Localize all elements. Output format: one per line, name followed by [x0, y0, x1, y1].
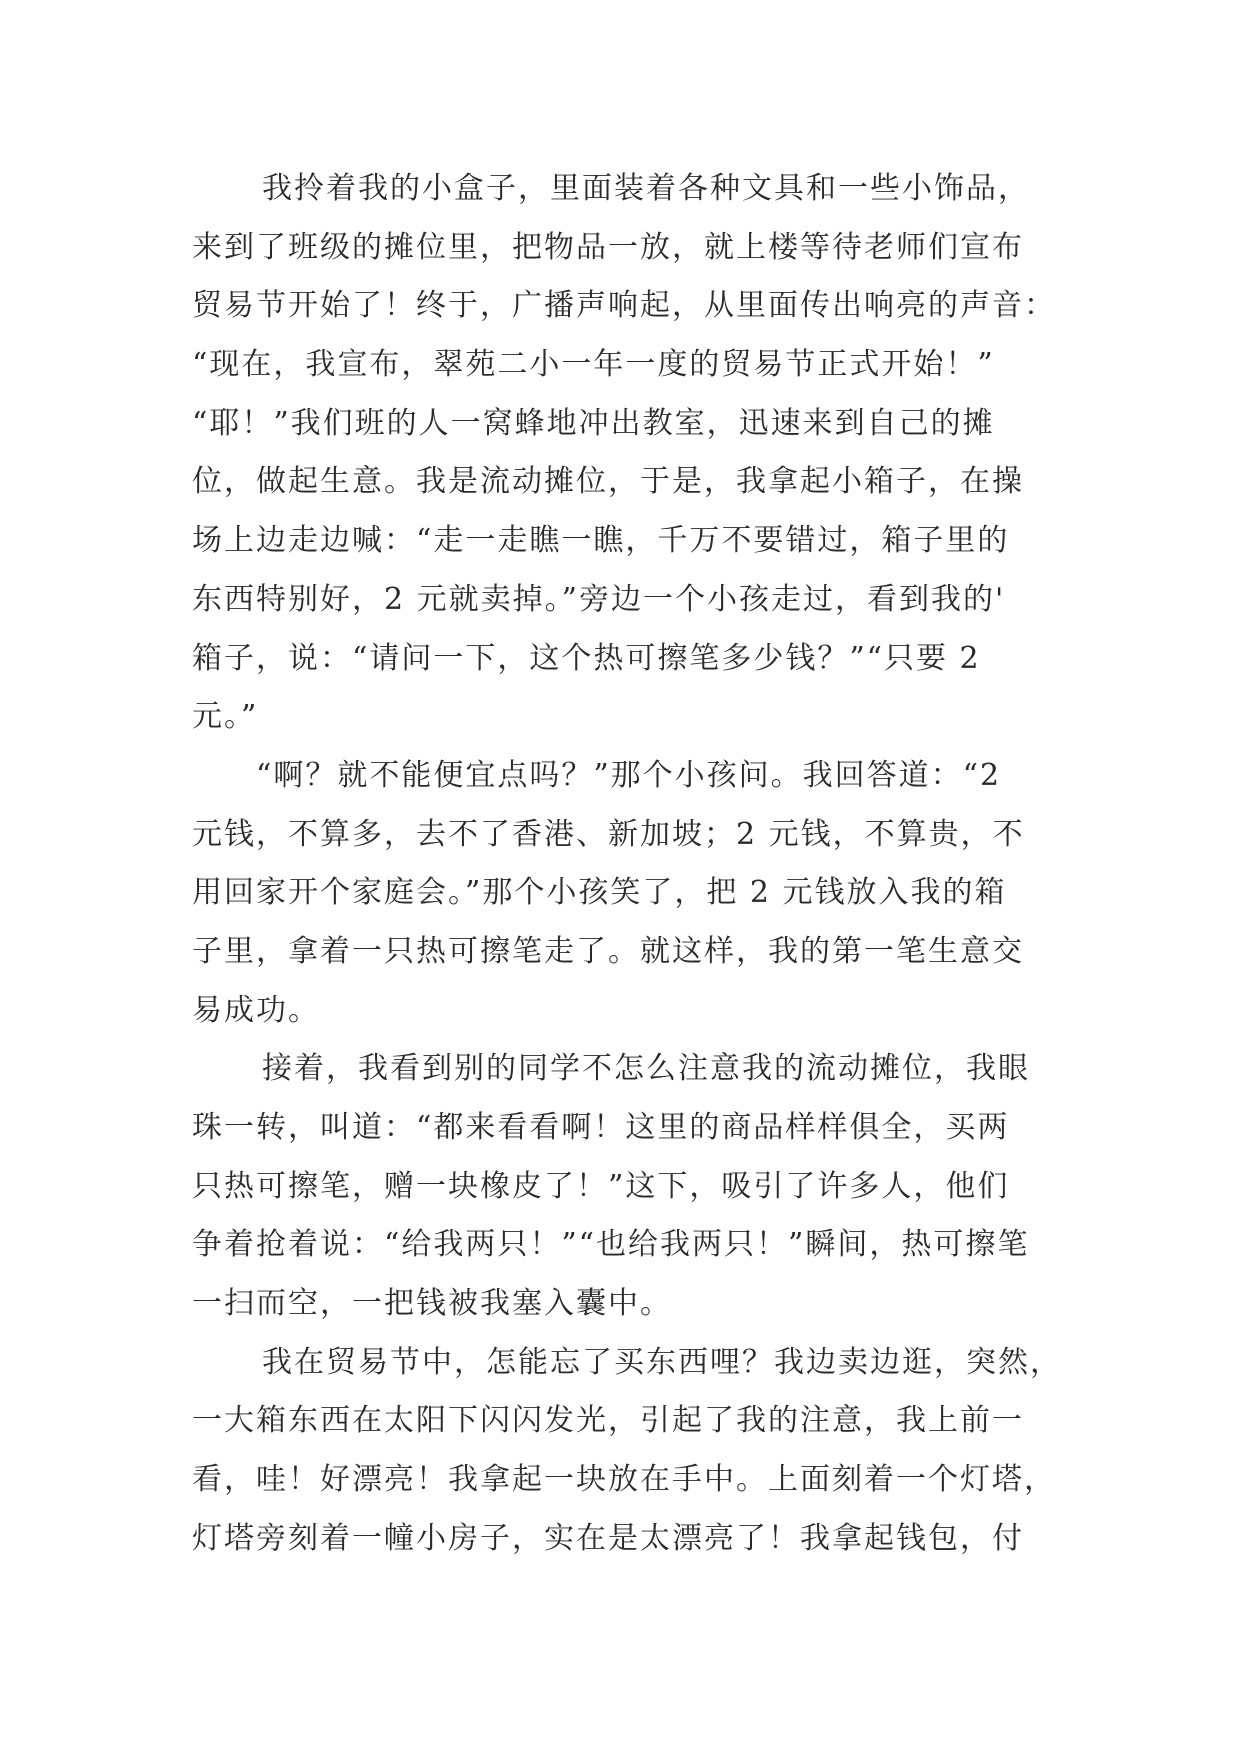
text-line: 场上边走边喊：“走一走瞧一瞧，千万不要错过，箱子里的 — [192, 523, 1010, 559]
text-line: 易成功。 — [192, 992, 320, 1028]
text-line: 我在贸易节中，怎能忘了买东西哩？我边卖边逛，突然， — [262, 1344, 1062, 1380]
text-line: 元。” — [192, 699, 259, 735]
text-line: 来到了班级的摊位里，把物品一放，就上楼等待老师们宣布 — [192, 229, 1024, 265]
text-line: 珠一转，叫道：“都来看看啊！这里的商品样样俱全，买两 — [192, 1110, 1010, 1145]
text-line: 接着，我看到别的同学不怎么注意我的流动摊位，我眼 — [262, 1051, 1030, 1087]
text-line: “现在，我宣布，翠苑二小一年一度的贸易节正式开始！” — [192, 347, 995, 383]
text-line: 用回家开个家庭会。”那个小孩笑了，把 2 元钱放入我的箱 — [192, 875, 1007, 911]
text-line: 只热可擦笔，赠一块橡皮了！”这下，吸引了许多人，他们 — [192, 1168, 1010, 1204]
text-line: 看，哇！好漂亮！我拿起一块放在手中。上面刻着一个灯塔， — [192, 1462, 1056, 1498]
text-line: 一扫而空，一把钱被我塞入囊中。 — [192, 1286, 672, 1322]
essay-body — [192, 160, 1062, 1569]
text-line: 我拎着我的小盒子，里面装着各种文具和一些小饰品， — [262, 171, 1030, 206]
text-line: “啊？就不能便宜点吗？”那个小孩问。我回答道：“2 — [256, 757, 1002, 793]
text-line: 灯塔旁刻着一幢小房子，实在是太漂亮了！我拿起钱包，付 — [192, 1520, 1024, 1556]
text-line: “耶！”我们班的人一窝蜂地冲出教室，迅速来到自己的摊 — [192, 405, 995, 441]
text-line: 子里，拿着一只热可擦笔走了。就这样，我的第一笔生意交 — [192, 933, 1024, 969]
text-line: 贸易节开始了！终于，广播声响起，从里面传出响亮的声音： — [192, 288, 1056, 324]
text-line: 争着抢着说：“给我两只！”“也给我两只！”瞬间，热可擦笔 — [192, 1227, 1030, 1263]
text-line: 箱子，说：“请问一下，这个热可擦笔多少钱？”“只要 2 — [192, 640, 981, 676]
text-line: 东西特别好，2 元就卖掉。”旁边一个小孩走过，看到我的' — [192, 581, 1006, 617]
text-line: 一大箱东西在太阳下闪闪发光，引起了我的注意，我上前一 — [192, 1403, 1024, 1439]
text-line: 元钱，不算多，去不了香港、新加坡；2 元钱，不算贵，不 — [192, 816, 1025, 852]
text-line: 位，做起生意。我是流动摊位，于是，我拿起小箱子，在操 — [192, 464, 1024, 500]
